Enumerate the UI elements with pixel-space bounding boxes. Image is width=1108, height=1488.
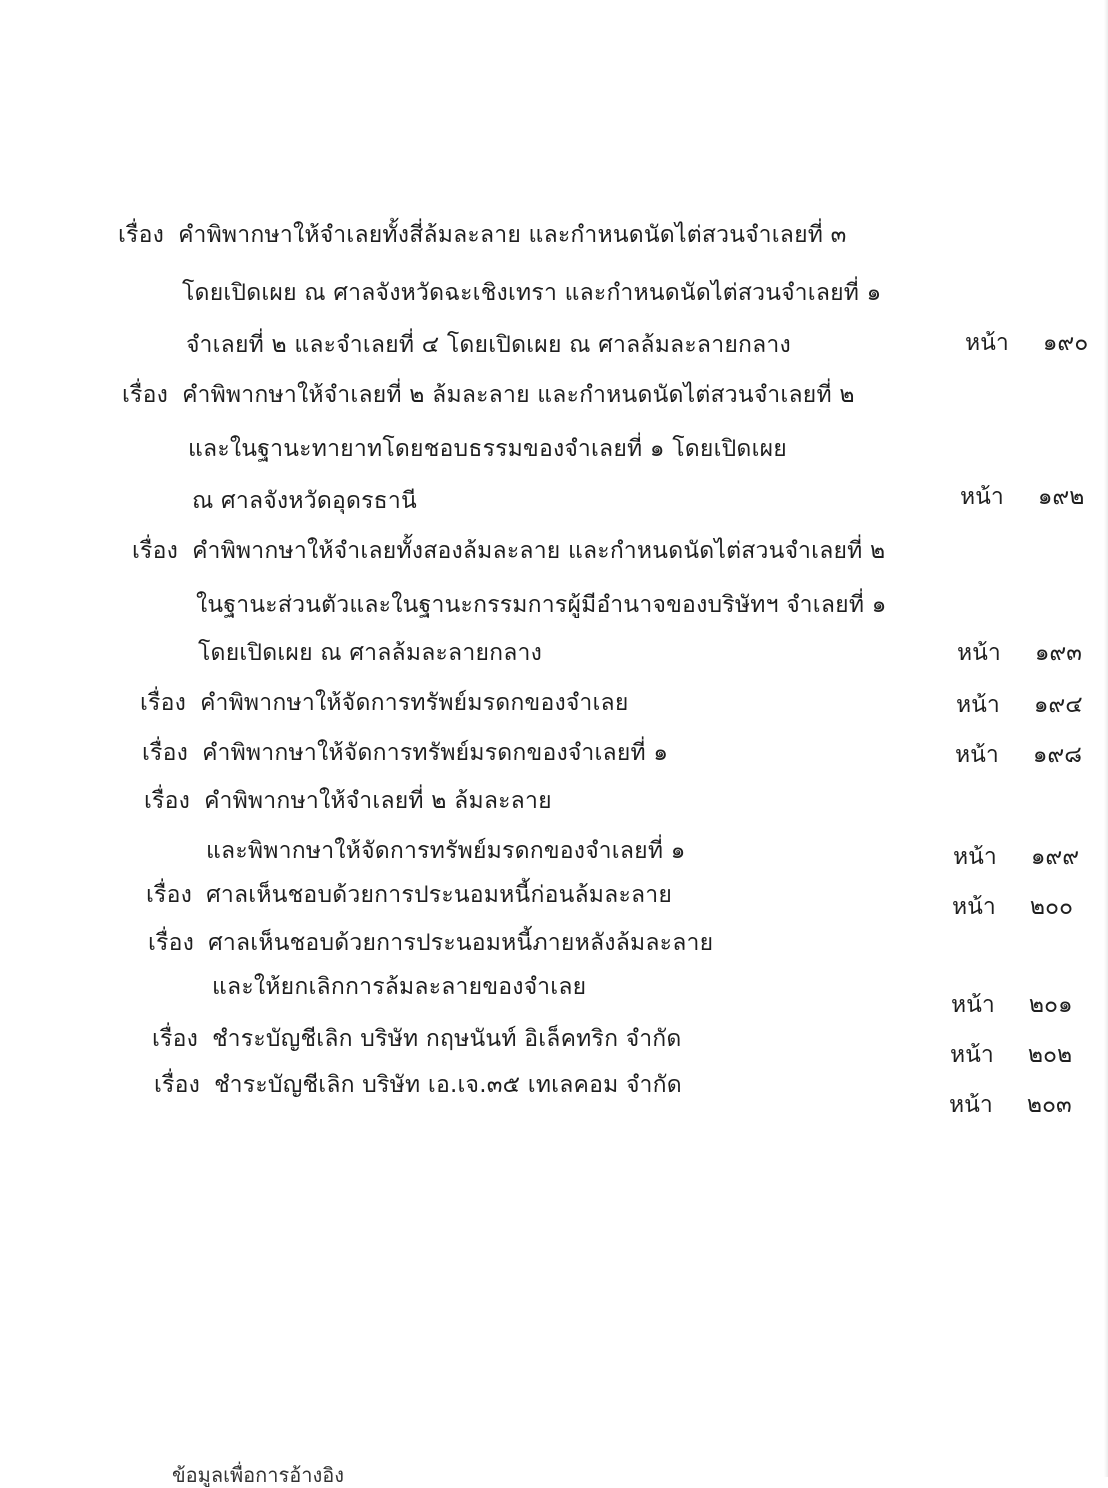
page-number: ๒๐๓ (1026, 1092, 1072, 1118)
toc-entry-4-page (956, 690, 1083, 720)
entry-label: เรื่อง (122, 382, 169, 408)
toc-entry-2-line-2: และในฐานะทายาทโดยชอบธรรมของจำเลยที่ ๑ โดยเปิดเผย (188, 436, 787, 462)
page-label: หน้า (955, 742, 999, 768)
entry-label: เรื่อง (144, 788, 191, 814)
toc-entry-3-line-2: ในฐานะส่วนตัวและในฐานะกรรมการผู้มีอำนาจของบริษัทฯ จำเลยที่ ๑ (196, 592, 887, 618)
toc-entry-2-line-1 (122, 380, 855, 410)
entry-title: ศาลเห็นชอบด้วยการประนอมหนี้ภายหลังล้มละลาย (208, 930, 714, 956)
entry-title: คำพิพากษาให้จำเลยที่ ๒ ล้มละลาย (204, 788, 552, 814)
entry-title: คำพิพากษาให้จัดการทรัพย์มรดกของจำเลย (200, 690, 629, 716)
toc-entry-5-page (955, 740, 1082, 770)
toc-entry-9-line-1 (152, 1024, 682, 1054)
entry-title: ชำระบัญชีเลิก บริษัท กฤษนันท์ อิเล็คทริก จำกัด (212, 1026, 682, 1052)
entry-label: เรื่อง (146, 882, 193, 908)
toc-entry-1-line-2: โดยเปิดเผย ณ ศาลจังหวัดฉะเชิงเทรา และกำหนดนัดไต่สวนจำเลยที่ ๑ (182, 280, 882, 306)
toc-entry-8-page (951, 990, 1073, 1020)
page-footer: ข้อมูลเพื่อการอ้างอิง (172, 1463, 345, 1487)
entry-label: เรื่อง (154, 1072, 201, 1098)
toc-entry-3-line-1 (132, 536, 885, 566)
page-number: ๒๐๑ (1028, 992, 1073, 1018)
entry-label: เรื่อง (152, 1026, 199, 1052)
entry-title: ศาลเห็นชอบด้วยการประนอมหนี้ก่อนล้มละลาย (206, 882, 673, 908)
entry-label: เรื่อง (142, 740, 189, 766)
toc-entry-10-line-1 (154, 1070, 682, 1100)
page-label: หน้า (950, 1042, 994, 1068)
toc-entry-3-page (957, 638, 1082, 668)
page-number: ๑๙๒ (1037, 484, 1085, 510)
entry-title: ชำระบัญชีเลิก บริษัท เอ.เจ.๓๕ เทเลคอม จำกัด (214, 1072, 682, 1098)
toc-entry-6-line-1 (144, 786, 552, 816)
entry-title: คำพิพากษาให้จำเลยทั้งสองล้มละลาย และกำหนดนัดไต่สวนจำเลยที่ ๒ (192, 538, 886, 564)
entry-label: เรื่อง (118, 222, 165, 248)
toc-entry-4-line-1 (140, 688, 629, 718)
toc-entry-10-page (949, 1090, 1072, 1120)
page-number: ๒๐๐ (1029, 894, 1074, 920)
toc-entry-2-line-3: ณ ศาลจังหวัดอุดรธานี (192, 488, 417, 514)
entry-title: คำพิพากษาให้จำเลยที่ ๒ ล้มละลาย และกำหนดนัดไต่สวนจำเลยที่ ๒ (182, 382, 855, 408)
page-number: ๒๐๒ (1027, 1042, 1073, 1068)
toc-entry-2-page (960, 482, 1084, 512)
toc-entry-7-line-1 (146, 880, 672, 910)
scan-edge-shadow (1104, 0, 1108, 1477)
entry-label: เรื่อง (148, 930, 195, 956)
toc-entry-1-page (965, 328, 1088, 358)
page-label: หน้า (965, 330, 1009, 356)
page-number: ๑๙๔ (1033, 692, 1083, 718)
page-label: หน้า (952, 894, 996, 920)
entry-label: เรื่อง (132, 538, 179, 564)
toc-entry-6-line-2: และพิพากษาให้จัดการทรัพย์มรดกของจำเลยที่ ๑ (206, 838, 686, 864)
toc-entry-7-page (952, 892, 1073, 922)
toc-entry-8-line-2: และให้ยกเลิกการล้มละลายของจำเลย (212, 974, 587, 1000)
page-label: หน้า (956, 692, 1000, 718)
toc-entry-6-page (953, 842, 1079, 872)
page-label: หน้า (957, 640, 1001, 666)
page-number: ๑๙๓ (1034, 640, 1082, 666)
toc-entry-1-line-1 (118, 220, 847, 250)
page-number: ๑๙๙ (1030, 844, 1080, 870)
page-number: ๑๙๐ (1042, 330, 1089, 356)
toc-entry-8-line-1 (148, 928, 713, 958)
entry-label: เรื่อง (140, 690, 187, 716)
toc-entry-5-line-1 (142, 738, 668, 768)
page-label: หน้า (960, 484, 1004, 510)
entry-title: คำพิพากษาให้จำเลยทั้งสี่ล้มละลาย และกำหนดนัดไต่สวนจำเลยที่ ๓ (178, 222, 847, 248)
page-label: หน้า (951, 992, 995, 1018)
toc-entry-1-line-3: จำเลยที่ ๒ และจำเลยที่ ๔ โดยเปิดเผย ณ ศาลล้มละลายกลาง (186, 332, 791, 358)
page-number: ๑๙๘ (1032, 742, 1083, 768)
entry-title: คำพิพากษาให้จัดการทรัพย์มรดกของจำเลยที่ ๑ (202, 740, 669, 766)
toc-entry-9-page (950, 1040, 1072, 1070)
page-label: หน้า (949, 1092, 993, 1118)
toc-entry-3-line-3: โดยเปิดเผย ณ ศาลล้มละลายกลาง (198, 640, 543, 666)
page-label: หน้า (953, 844, 997, 870)
